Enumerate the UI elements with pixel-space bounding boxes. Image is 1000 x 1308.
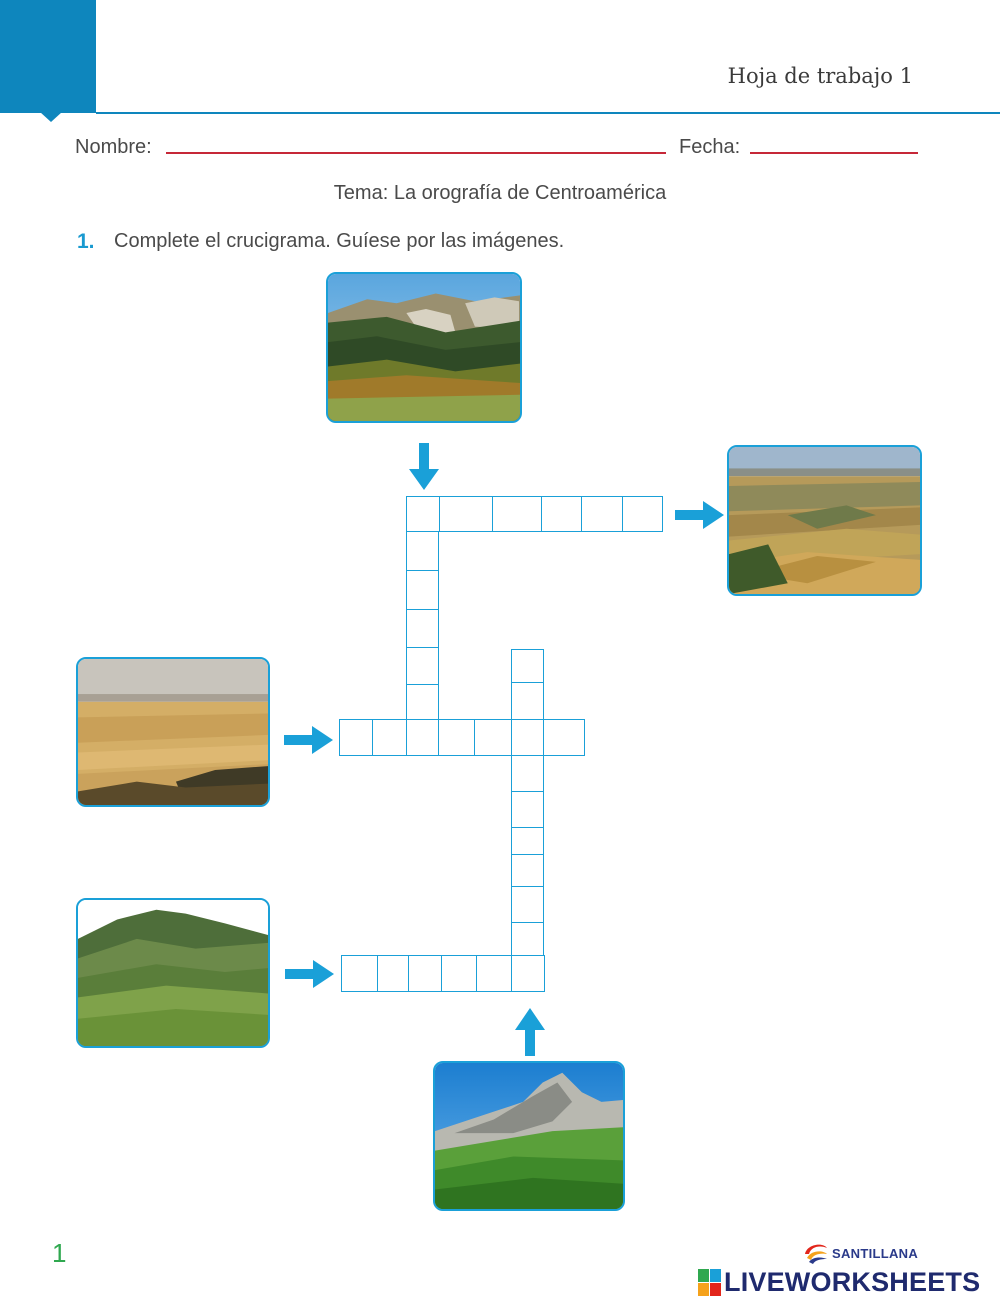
crossword-cell[interactable] (511, 922, 544, 956)
plain-photo (76, 657, 270, 807)
crossword-cell[interactable] (622, 496, 663, 532)
question-text: Complete el crucigrama. Guíese por las imágenes. (114, 230, 565, 252)
valley-photo (727, 445, 922, 596)
name-label: Nombre: (75, 136, 152, 158)
crossword-cell[interactable] (406, 684, 439, 720)
crossword-cell[interactable] (511, 791, 544, 828)
date-field[interactable] (750, 152, 918, 154)
crossword-cell[interactable] (406, 609, 439, 648)
crossword-cell[interactable] (441, 955, 477, 992)
arrow-right-icon (675, 500, 725, 530)
crossword-cell[interactable] (408, 955, 442, 992)
arrow-right-icon (285, 959, 335, 989)
crossword-cell[interactable] (511, 955, 545, 992)
hill-photo (76, 898, 270, 1048)
crossword-cell[interactable] (543, 719, 585, 756)
question-number: 1. (77, 230, 95, 253)
crossword-cell[interactable] (377, 955, 409, 992)
corner-tab (0, 0, 96, 113)
crossword-cell[interactable] (406, 531, 439, 571)
crossword-cell[interactable] (439, 496, 493, 532)
page-number: 1 (52, 1238, 67, 1268)
topic-heading: Tema: La orografía de Centroamérica (333, 182, 667, 204)
crossword-cell[interactable] (438, 719, 475, 756)
crossword-cell[interactable] (511, 755, 544, 792)
crossword-cell[interactable] (541, 496, 582, 532)
sheet-title: Hoja de trabajo 1 (727, 64, 913, 88)
name-field[interactable] (166, 152, 666, 154)
crossword-cell[interactable] (511, 854, 544, 887)
crossword-cell[interactable] (511, 886, 544, 923)
peak-photo (433, 1061, 625, 1211)
crossword-cell[interactable] (474, 719, 512, 756)
santillana-swirl-icon (803, 1242, 829, 1264)
header-rule (96, 112, 1000, 114)
crossword-cell[interactable] (511, 682, 544, 720)
mountain-range-photo (326, 272, 522, 423)
crossword-cell[interactable] (406, 647, 439, 685)
crossword-cell[interactable] (492, 496, 542, 532)
crossword-cell[interactable] (406, 719, 439, 756)
publisher-name: SANTILLANA (832, 1245, 919, 1261)
liveworksheets-logo (698, 1267, 980, 1298)
crossword-cell[interactable] (406, 570, 439, 610)
liveworksheets-badge-icon (698, 1269, 722, 1297)
crossword-cell[interactable] (339, 719, 373, 756)
crossword-cell[interactable] (372, 719, 407, 756)
crossword-cell[interactable] (511, 719, 544, 756)
arrow-down-icon (408, 443, 440, 491)
crossword-cell[interactable] (476, 955, 512, 992)
santillana-logo (803, 1242, 918, 1264)
crossword-cell[interactable] (406, 496, 440, 532)
platform-name: LIVEWORKSHEETS (724, 1267, 981, 1297)
arrow-up-icon (514, 1008, 546, 1056)
date-label: Fecha: (679, 136, 741, 158)
arrow-right-icon (284, 725, 334, 755)
crossword-cell[interactable] (581, 496, 623, 532)
crossword-cell[interactable] (341, 955, 378, 992)
corner-notch (40, 112, 62, 122)
crossword-cell[interactable] (511, 649, 544, 683)
crossword-cell[interactable] (511, 827, 544, 855)
